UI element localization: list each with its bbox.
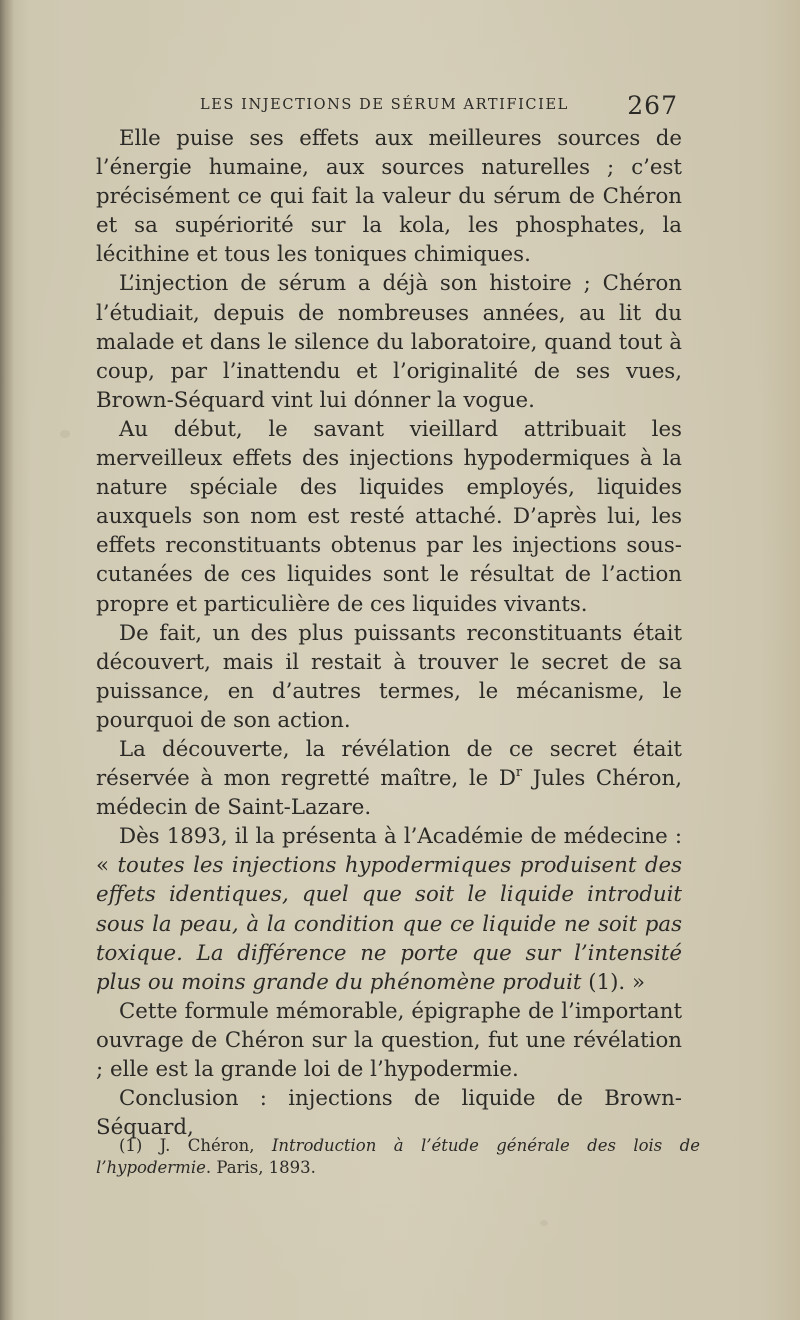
- paper-spot: [60, 430, 70, 438]
- paragraph: Cette formule mémorable, épigraphe de l’important ouvrage de Chéron sur la question, fut une révélation ; elle est la grande loi de l’hypodermie.: [96, 998, 682, 1082]
- running-head: LES INJECTIONS DE SÉRUM ARTIFICIEL: [200, 97, 569, 113]
- page-header: [200, 91, 680, 125]
- footnote-prefix: (1) J. Chéron,: [119, 1136, 272, 1155]
- paragraph: Conclusion : injections de liquide de Brown-Séquard,: [96, 1086, 682, 1141]
- paragraph: Elle puise ses effets aux meilleures sources de l’énergie humaine, aux sources naturelles ; c’est précisément ce qui fait la valeur du sérum de Chéron et sa supériorité sur la kola, les phosphates, la lécithine et tous les toniques chimiques.: [96, 126, 682, 268]
- paragraph: [96, 735, 682, 822]
- paragraph: L’injection de sérum a déjà son histoire ; Chéron l’étudiait, depuis de nombreuses années, au lit du malade et dans le silence du laboratoire, quand tout à coup, par l’inattendu et l’originalité de ses vues, Brown-Séquard vint lui dónner la vogue.: [96, 271, 682, 413]
- paragraph: [96, 822, 682, 997]
- footnote-suffix: . Paris, 1893.: [205, 1158, 316, 1177]
- paper-spot: [540, 1220, 548, 1226]
- footnote: [96, 1135, 700, 1179]
- page-number: 267: [627, 91, 678, 120]
- footnote-title: Introduction à l’étude générale des lois de l’hypodermie: [96, 1136, 700, 1177]
- paragraph: Au début, le savant vieillard attribuait les merveilleux effets des injections hypodermiques à la nature spéciale des liquides employés, liquides auxquels son nom est resté attaché. D’après lui, les effets reconstituants obtenus par les injections sous-cutanées de ces liquides sont le résultat de l’action propre et particulière de ces liquides vivants.: [96, 416, 682, 617]
- text-span: La découverte, la révélation de ce secret était réservée à mon regretté maître, le D: [96, 736, 682, 792]
- text-span: (1). »: [581, 969, 646, 995]
- text-span: Jules Chéron, médecin de Saint-Lazare.: [96, 766, 682, 821]
- footnote-text: [96, 1135, 700, 1179]
- main-text: [96, 124, 682, 1142]
- book-binding-edge: [0, 0, 14, 1320]
- text-span: Dès 1893, il la présenta à l’Académie de médecine : «: [96, 824, 682, 879]
- quotation: toutes les injections hypodermiques produisent des effets identiques, quel que soit le liquide introduit sous la peau, à la condition que ce liquide ne soit pas toxique. La différence ne porte que sur l’intensité plus ou moins grande du phénomène produit: [96, 853, 682, 995]
- superscript: r: [515, 765, 523, 781]
- paragraph: De fait, un des plus puissants reconstituants était découvert, mais il restait à trouver le secret de sa puissance, en d’autres termes, le mécanisme, le pourquoi de son action.: [96, 620, 682, 733]
